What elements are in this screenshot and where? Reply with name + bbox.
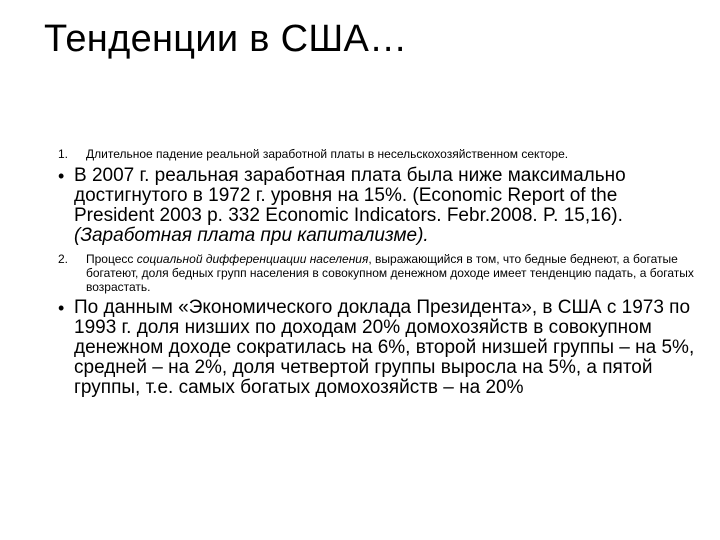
bullet-marker: • xyxy=(58,298,65,318)
bullet-text xyxy=(74,166,698,246)
numbered-item-2 xyxy=(58,252,698,294)
bullet-text: По данным «Экономического доклада Президента», в США с 1973 по 1993 г. доля низших по доходам 20% домохозяйств в совокупном денежном доходе сократилась на 6%, второй низшей группы – на 5%, средней – на 2%, доля четвертой группы выросла на 5%, а пятой группы, т.е. самых богатых домохозяйств – на 20% xyxy=(74,297,695,398)
item-number: 1. xyxy=(58,147,69,161)
item-text-before: Процесс xyxy=(86,252,137,266)
item-number: 2. xyxy=(58,252,69,266)
item-text-after: , выражающийся в том, что бедные беднеют, а богатые богатеют, доля бедных групп населения в совокупном денежном доходе имеет тенденцию падать, а богатых возрастать. xyxy=(86,252,694,294)
bullet-text-main: В 2007 г. реальная заработная плата была ниже максимально достигнутого в 1972 г. уровня на 15%. (Economic Report of the President 2003 p. 332 Economic Indicators. Febr.2008. P. 15,16). xyxy=(74,165,626,226)
numbered-item-1 xyxy=(58,147,698,161)
item-text xyxy=(86,252,698,294)
slide-title: Тенденции в США… xyxy=(44,18,408,60)
item-text-italic: социальной дифференциации населения xyxy=(136,252,369,266)
bullet-text-italic: (Заработная плата при капитализме). xyxy=(74,225,429,246)
bullet-marker: • xyxy=(58,166,65,186)
bullet-item-1 xyxy=(58,166,698,246)
item-text: Длительное падение реальной заработной платы в несельскохозяйственном секторе. xyxy=(86,147,569,161)
bullet-item-2 xyxy=(58,298,698,398)
